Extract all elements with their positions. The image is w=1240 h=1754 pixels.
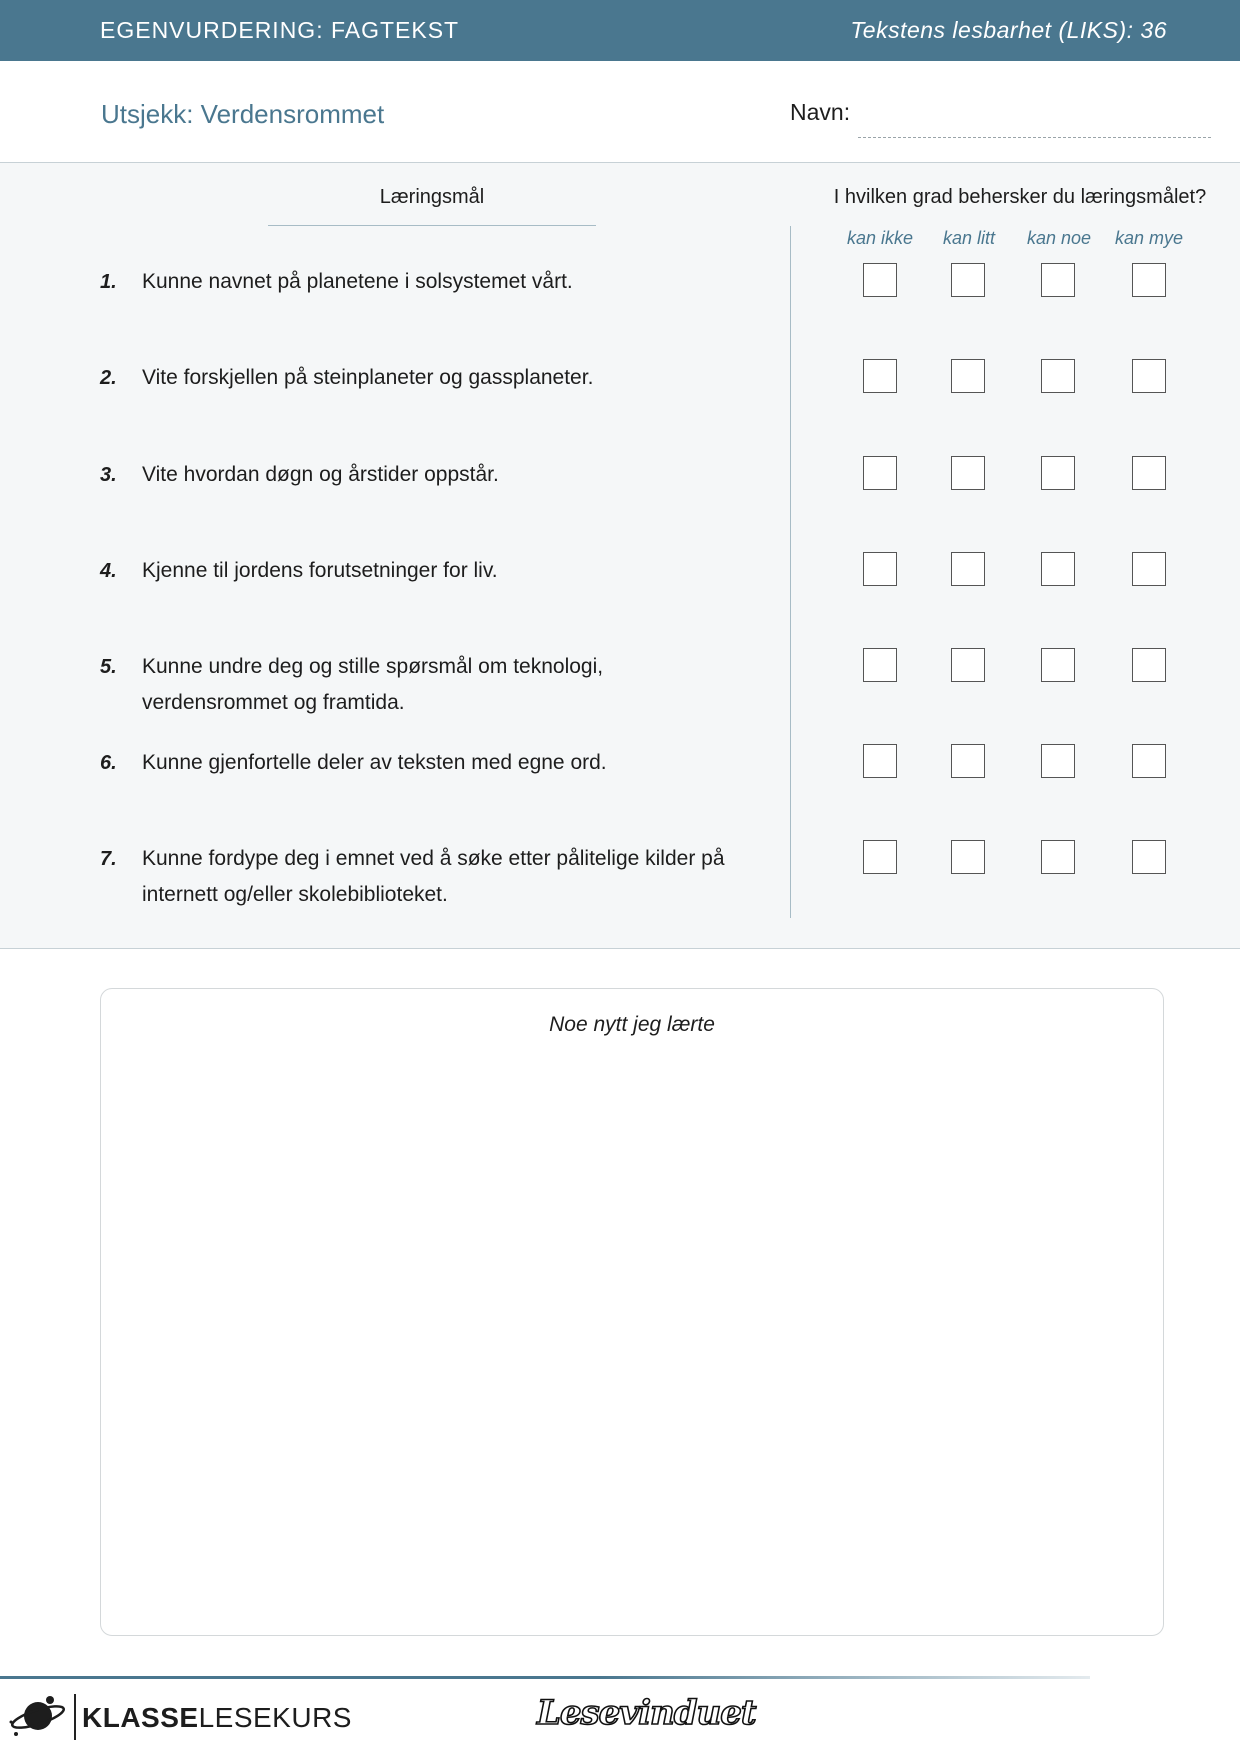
goal-text: Vite forskjellen på steinplaneter og gassplaneter. [142,366,594,389]
checkbox-kan-mye[interactable] [1132,552,1166,586]
checkbox-kan-litt[interactable] [951,744,985,778]
header-title: EGENVURDERING: FAGTEKST [100,17,460,43]
scale-label-kan-litt: kan litt [942,228,996,248]
checkbox-kan-ikke[interactable] [863,456,897,490]
footer-rule [0,1676,1090,1679]
brand-bold: KLASSE [82,1702,199,1733]
checkbox-kan-ikke[interactable] [863,263,897,297]
notes-box[interactable] [100,988,1164,1636]
goal-text: Vite hvordan døgn og årstider oppstår. [142,463,499,486]
goal-number: 3. [100,464,117,486]
checkbox-kan-noe[interactable] [1041,263,1075,297]
readability-score: Tekstens lesbarhet (LIKS): 36 [850,17,1167,43]
goals-heading-underline [268,225,596,226]
goal-number: 7. [100,848,117,870]
checkbox-kan-ikke[interactable] [863,552,897,586]
goal-text: Kunne undre deg og stille spørsmål om teknologi, verdensrommet og framtida. [142,655,604,714]
goal-number: 6. [100,752,117,774]
checkbox-kan-noe[interactable] [1041,648,1075,682]
checkbox-kan-noe[interactable] [1041,744,1075,778]
checkbox-kan-mye[interactable] [1132,359,1166,393]
column-divider [790,226,791,918]
goal-number: 2. [100,367,117,389]
checkbox-kan-ikke[interactable] [863,359,897,393]
brand-rest: LESEKURS [198,1702,352,1733]
goal-text: Kunne navnet på planetene i solsystemet vårt. [142,270,573,293]
footer-separator [74,1694,76,1740]
checkbox-kan-litt[interactable] [951,840,985,874]
checkbox-kan-ikke[interactable] [863,840,897,874]
notes-title: Noe nytt jeg lærte [549,1013,715,1036]
checkbox-kan-litt[interactable] [951,263,985,297]
checkbox-kan-ikke[interactable] [863,744,897,778]
checkbox-kan-litt[interactable] [951,552,985,586]
checkbox-kan-mye[interactable] [1132,456,1166,490]
scale-label-kan-mye: kan mye [1114,228,1184,248]
goal-text: Kunne gjenfortelle deler av teksten med egne ord. [142,751,607,774]
checkbox-kan-litt[interactable] [951,648,985,682]
lesevinduet-logo: Lesevinduet [537,1693,756,1733]
page-header [0,0,1240,61]
goal-text: Kunne fordype deg i emnet ved å søke etter pålitelige kilder på internett og/eller skolebiblioteket. [142,847,725,906]
checkbox-kan-litt[interactable] [951,359,985,393]
name-label: Navn: [790,99,851,125]
checkbox-kan-litt[interactable] [951,456,985,490]
goal-number: 4. [100,560,117,582]
checkbox-kan-mye[interactable] [1132,840,1166,874]
checkbox-kan-ikke[interactable] [863,648,897,682]
checkbox-kan-mye[interactable] [1132,263,1166,297]
scale-label-kan-noe: kan noe [1026,228,1092,248]
checkbox-kan-noe[interactable] [1041,359,1075,393]
scale-label-kan-ikke: kan ikke [846,228,914,248]
checkbox-kan-mye[interactable] [1132,648,1166,682]
checkbox-kan-mye[interactable] [1132,744,1166,778]
goal-number: 1. [100,271,117,293]
brand-name [82,1702,352,1734]
planet-icon [8,1690,68,1740]
name-field[interactable] [858,137,1211,138]
goal-text: Kjenne til jordens forutsetninger for liv. [142,559,498,582]
checkbox-kan-noe[interactable] [1041,552,1075,586]
goal-number: 5. [100,656,117,678]
page-title: Utsjekk: Verdensrommet [101,99,385,129]
checkbox-kan-noe[interactable] [1041,840,1075,874]
degree-heading: I hvilken grad behersker du læringsmålet? [833,186,1207,208]
goals-heading: Læringsmål [379,186,485,208]
checkbox-kan-noe[interactable] [1041,456,1075,490]
